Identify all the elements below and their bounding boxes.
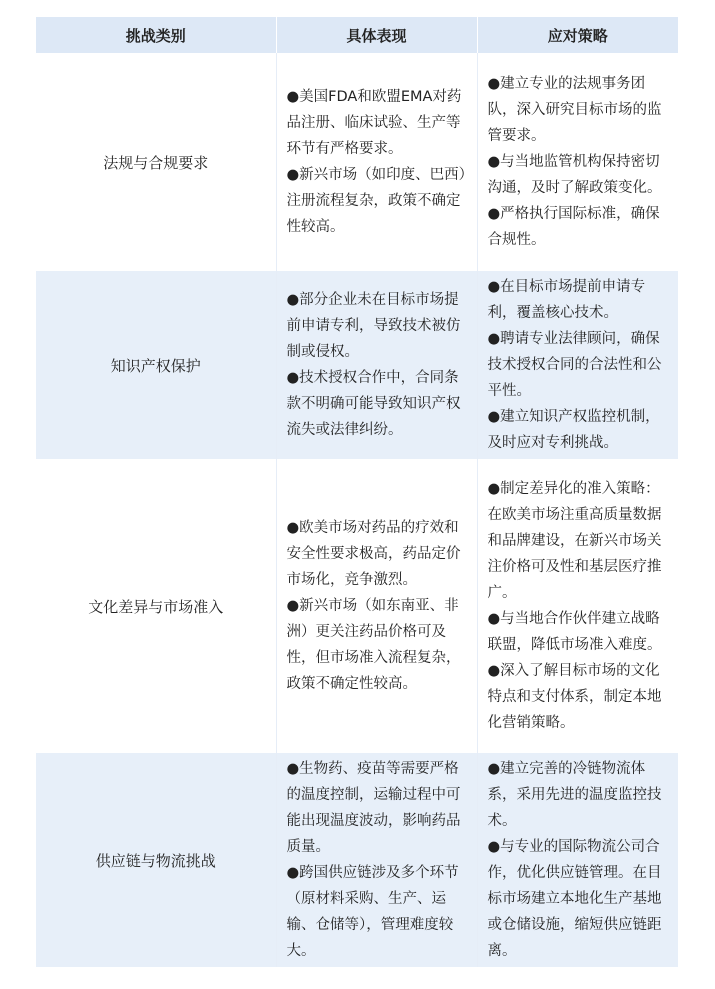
category-cell: 文化差异与市场准入 — [36, 459, 276, 753]
strategy-item: ●在目标市场提前申请专利，覆盖核心技术。 — [487, 279, 646, 321]
category-cell: 供应链与物流挑战 — [36, 753, 276, 967]
header-manifestation: 具体表现 — [276, 17, 477, 53]
table-row — [36, 53, 678, 271]
strategy-item: ●建立专业的法规事务团队，深入研究目标市场的监管要求。 — [487, 76, 662, 144]
manifestation-item: ●跨国供应链涉及多个环节（原材料采购、生产、运输、仓储等），管理难度较大。 — [286, 865, 459, 959]
challenges-table — [36, 17, 678, 967]
manifestation-item: ●美国FDA和欧盟EMA对药品注册、临床试验、生产等环节有严格要求。 — [286, 89, 462, 157]
strategy-cell — [477, 271, 678, 459]
header-strategy: 应对策略 — [477, 17, 678, 53]
manifestation-item: ●新兴市场（如东南亚、非洲）更关注药品价格可及性，但市场准入流程复杂，政策不确定性较高。 — [286, 598, 461, 692]
strategy-item: ●严格执行国际标准，确保合规性。 — [487, 206, 660, 248]
strategy-cell — [477, 753, 678, 967]
manifestation-item: ●欧美市场对药品的疗效和安全性要求极高，药品定价市场化，竞争激烈。 — [286, 520, 461, 588]
strategy-item: ●建立知识产权监控机制，及时应对专利挑战。 — [487, 409, 660, 451]
header-category: 挑战类别 — [36, 17, 276, 53]
table-row — [36, 459, 678, 753]
strategy-item: ●与专业的国际物流公司合作，优化供应链管理。在目标市场建立本地化生产基地或仓储设施，缩短供应链距离。 — [487, 839, 662, 959]
category-cell: 知识产权保护 — [36, 271, 276, 459]
manifestation-item: ●部分企业未在目标市场提前申请专利，导致技术被仿制或侵权。 — [286, 292, 461, 360]
manifestation-cell — [276, 753, 477, 967]
category-cell: 法规与合规要求 — [36, 53, 276, 271]
manifestation-item: ●新兴市场（如印度、巴西）注册流程复杂，政策不确定性较高。 — [286, 167, 466, 235]
strategy-cell — [477, 459, 678, 753]
strategy-item: ●聘请专业法律顾问，确保技术授权合同的合法性和公平性。 — [487, 331, 662, 399]
manifestation-cell — [276, 459, 477, 753]
manifestation-cell — [276, 271, 477, 459]
manifestation-item: ●技术授权合作中，合同条款不明确可能导致知识产权流失或法律纠纷。 — [286, 370, 461, 438]
manifestation-item: ●生物药、疫苗等需要严格的温度控制，运输过程中可能出现温度波动，影响药品质量。 — [286, 761, 461, 855]
table-row — [36, 753, 678, 967]
strategy-item: ●与当地监管机构保持密切沟通，及时了解政策变化。 — [487, 154, 662, 196]
strategy-cell — [477, 53, 678, 271]
strategy-item: ●建立完善的冷链物流体系，采用先进的温度监控技术。 — [487, 761, 662, 829]
table-header-row — [36, 17, 678, 53]
manifestation-cell — [276, 53, 477, 271]
strategy-item: ●深入了解目标市场的文化特点和支付体系，制定本地化营销策略。 — [487, 663, 662, 731]
strategy-item: ●与当地合作伙伴建立战略联盟，降低市场准入难度。 — [487, 611, 662, 653]
strategy-item: ●制定差异化的准入策略：在欧美市场注重高质量数据和品牌建设，在新兴市场关注价格可及性和基层医疗推广。 — [487, 481, 662, 601]
table-row — [36, 271, 678, 459]
